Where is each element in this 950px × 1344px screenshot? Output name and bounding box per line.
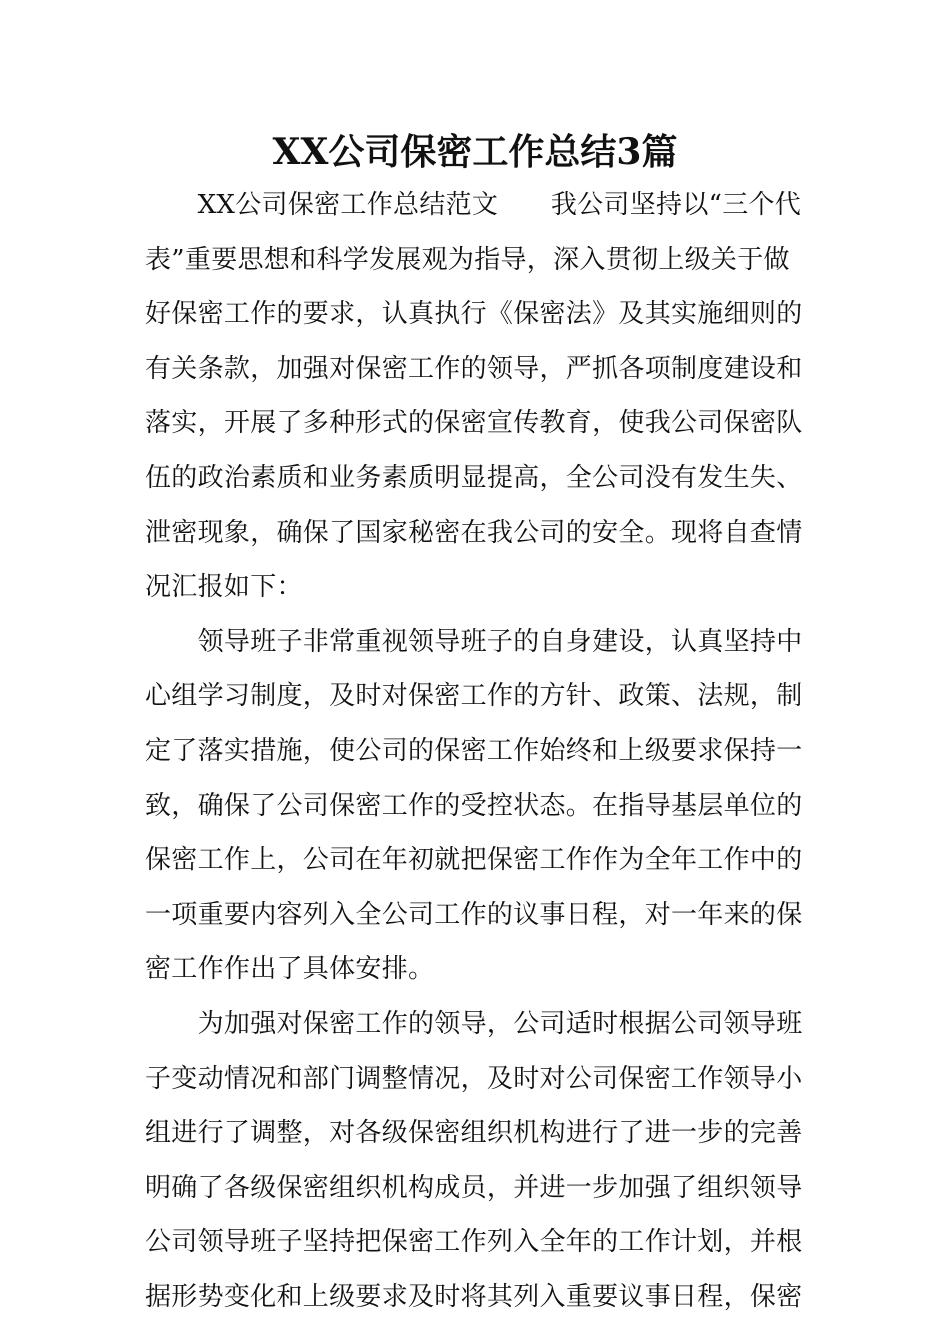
document-body (145, 178, 810, 1324)
paragraph-line: 表”重要思想和科学发展观为指导，深入贯彻上级关于做 (145, 244, 790, 275)
paragraph-line: 有关条款，加强对保密工作的领导，严抓各项制度建设和 (145, 353, 803, 384)
document-title: XX公司保密工作总结3篇 (272, 131, 678, 173)
paragraph-line: 伍的政治素质和业务素质明显提高，全公司没有发生失、 (145, 462, 803, 493)
paragraph-line: 明确了各级保密组织机构成员，并进一步加强了组织领导 (145, 1172, 803, 1203)
paragraph-line: 密工作作出了具体安排。 (145, 954, 435, 985)
paragraph-line: 况汇报如下： (145, 572, 303, 603)
paragraph-line: 为加强对保密工作的领导，公司适时根据公司领导班 (145, 1008, 803, 1039)
paragraph-line: 领导班子非常重视领导班子的自身建设，认真坚持中 (145, 626, 803, 657)
paragraph-line: 保密工作上，公司在年初就把保密工作作为全年工作中的 (145, 845, 803, 876)
paragraph-line: XX公司保密工作总结范文 我公司坚持以“三个代 (145, 190, 802, 220)
paragraph-line: 定了落实措施，使公司的保密工作始终和上级要求保持一 (145, 735, 803, 766)
paragraph-line: 落实，开展了多种形式的保密宣传教育，使我公司保密队 (145, 408, 803, 439)
paragraph-line: 子变动情况和部门调整情况，及时对公司保密工作领导小 (145, 1063, 803, 1094)
paragraph-line: 据形势变化和上级要求及时将其列入重要议事日程，保密 (145, 1281, 803, 1312)
paragraph-line: 泄密现象，确保了国家秘密在我公司的安全。现将自查情 (145, 517, 803, 548)
paragraph-line: 公司领导班子坚持把保密工作列入全年的工作计划，并根 (145, 1227, 803, 1258)
paragraph-line: 致，确保了公司保密工作的受控状态。在指导基层单位的 (145, 790, 803, 821)
paragraph-line: 组进行了调整，对各级保密组织机构进行了进一步的完善 (145, 1118, 803, 1149)
paragraph-1 (145, 178, 810, 615)
paragraph-3 (145, 997, 810, 1325)
paragraph-line: 心组学习制度，及时对保密工作的方针、政策、法规，制 (145, 681, 803, 712)
paragraph-line: 一项重要内容列入全公司工作的议事日程，对一年来的保 (145, 899, 803, 930)
paragraph-2 (145, 615, 810, 997)
paragraph-line: 好保密工作的要求，认真执行《保密法》及其实施细则的 (145, 299, 803, 330)
